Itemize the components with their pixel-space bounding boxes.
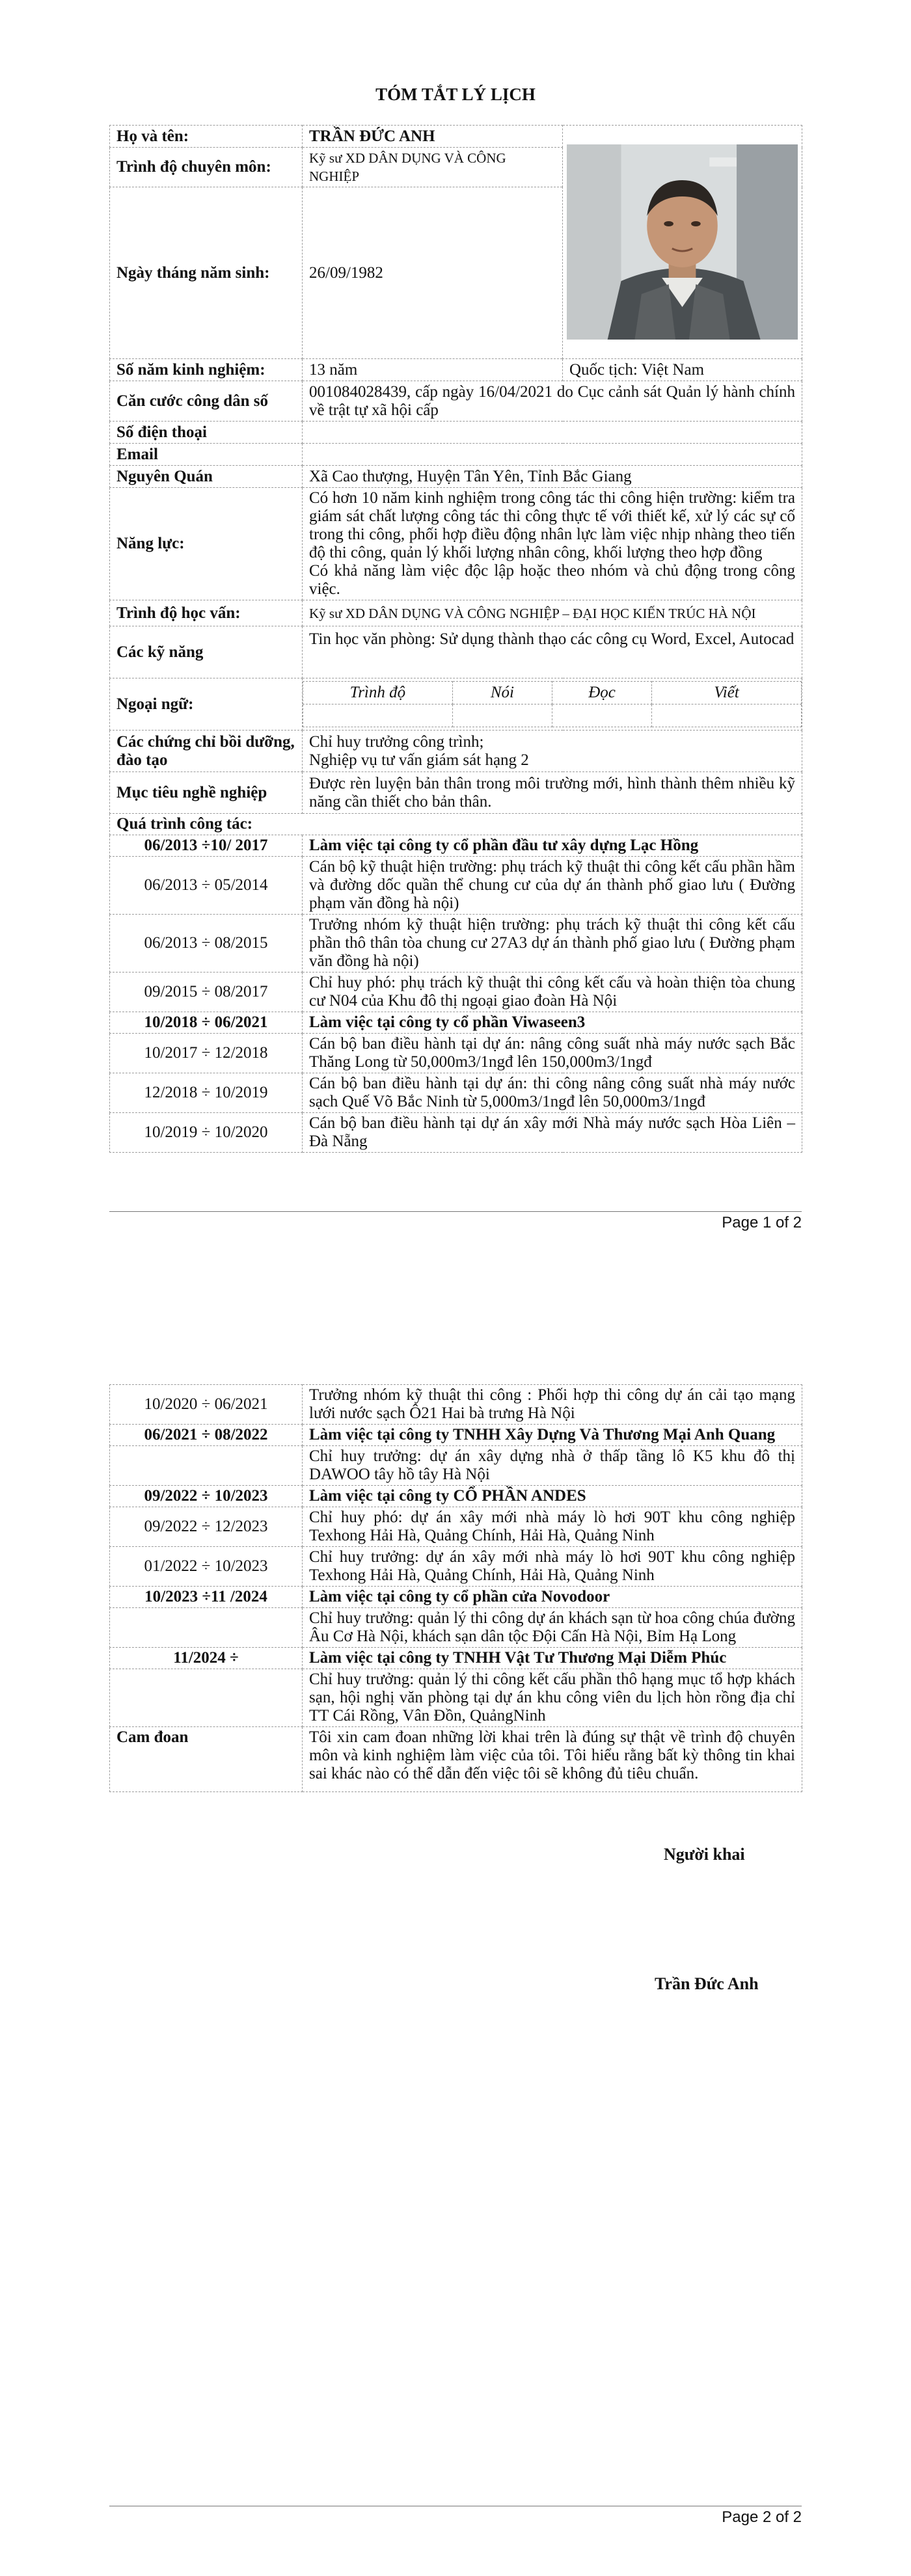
language-label: Ngoại ngữ: [110,678,303,731]
work-date: 09/2022 ÷ 10/2023 [110,1486,303,1507]
ability-text-2: Có khả năng làm việc độc lập hoặc theo nhóm và chủ động trong công việc. [309,562,795,598]
work-description: Làm việc tại công ty cổ phần đầu tư xây dựng Lạc Hồng [303,835,802,857]
work-row [110,1669,802,1727]
work-description: Trưởng nhóm kỹ thuật thi công : Phối hợp thi công dự án cải tạo mạng lưới nước sạch Ô21 Hai bà trưng Hà Nội [303,1385,802,1425]
ability-value [303,488,802,600]
hometown-value: Xã Cao thượng, Huyện Tân Yên, Tỉnh Bắc Giang [303,466,802,488]
work-description: Cán bộ ban điều hành tại dự án: thi công nâng công suất nhà máy nước sạch Quế Võ Bắc Ninh từ 5,000m3/1ngđ lên 50,000m3/1ngđ [303,1073,802,1113]
work-date: 01/2022 ÷ 10/2023 [110,1547,303,1587]
work-row [110,1486,802,1507]
work-date: 10/2023 ÷11 /2024 [110,1587,303,1608]
experience-value: 13 năm [303,359,563,381]
work-history-label: Quá trình công tác: [110,814,802,835]
skills-value: Tin học văn phòng: Sử dụng thành thạo các công cụ Word, Excel, Autocad [303,626,802,678]
work-date: 12/2018 ÷ 10/2019 [110,1073,303,1113]
phone-label: Số điện thoại [110,422,303,444]
work-description: Cán bộ kỹ thuật hiện trường: phụ trách kỹ thuật thi công kết cấu phần hầm và đường dốc quần thể chung cư của dự án thành phố giao lưu ( Đường phạm văn đồng hà nội) [303,857,802,915]
work-date: 09/2022 ÷ 12/2023 [110,1507,303,1547]
education-label: Trình độ học vấn: [110,600,303,626]
work-description: Chỉ huy trưởng: dự án xây dựng nhà ở thấp tầng lô K5 khu đô thị DAWOO tây hồ tây Hà Nội [303,1446,802,1486]
education-value: Kỹ sư XD DÂN DỤNG VÀ CÔNG NGHIỆP – ĐẠI HỌC KIẾN TRÚC HÀ NỘI [303,600,802,626]
work-row [110,1608,802,1648]
degree-value: Kỹ sư XD DÂN DỤNG VÀ CÔNG NGHIỆP [303,148,563,187]
work-row [110,835,802,857]
profile-photo [567,144,798,340]
work-row [110,1648,802,1669]
nationality-value: Quốc tịch: Việt Nam [563,359,802,381]
work-description: Cán bộ ban điều hành tại dự án: nâng công suất nhà máy nước sạch Bắc Thăng Long từ 50,000m3/1ngđ lên 150,000m3/1ngđ [303,1034,802,1073]
work-description: Làm việc tại công ty cổ phần cửa Novodoor [303,1587,802,1608]
hometown-label: Nguyên Quán [110,466,303,488]
work-date: 06/2021 ÷ 08/2022 [110,1425,303,1446]
pledge-label: Cam đoan [110,1727,303,1792]
signer-name: Trần Đức Anh [655,1974,759,1993]
cert-item-1: Chỉ huy trưởng công trình; [309,732,484,751]
dob-value: 26/09/1982 [303,187,563,359]
work-date: 09/2015 ÷ 08/2017 [110,973,303,1012]
work-description: Trưởng nhóm kỹ thuật hiện trường: phụ trách kỹ thuật thi công kết cấu phần thô thân tòa chung cư 27A3 dự án thành phố giao lưu ( Đường phạm văn đồng hà nội) [303,915,802,973]
language-col-write: Viết [652,682,802,704]
language-col-level: Trình độ [303,682,453,704]
phone-value [303,422,802,444]
work-description: Làm việc tại công ty TNHH Vật Tư Thương Mại Diễm Phúc [303,1648,802,1669]
work-date [110,1608,303,1648]
work-date: 10/2020 ÷ 06/2021 [110,1385,303,1425]
work-row [110,1587,802,1608]
page1-footer-rule [109,1211,802,1212]
ability-label: Năng lực: [110,488,303,600]
work-description: Cán bộ ban điều hành tại dự án xây mới Nhà máy nước sạch Hòa Liên – Đà Nẵng [303,1113,802,1153]
work-date: 10/2017 ÷ 12/2018 [110,1034,303,1073]
work-row [110,1012,802,1034]
portrait-image [567,144,798,340]
email-label: Email [110,444,303,466]
work-row [110,1073,802,1113]
photo-cell [563,126,802,359]
work-row [110,1507,802,1547]
work-row [110,1034,802,1073]
work-row [110,1425,802,1446]
work-history-page1 [110,835,802,1153]
work-date: 06/2013 ÷10/ 2017 [110,835,303,857]
page2-number: Page 2 of 2 [722,2508,802,2526]
work-description: Chỉ huy trưởng: dự án xây mới nhà máy lò hơi 90T khu công nghiệp Texhong Hải Hà, Quảng Chính, Hải Hà, Quảng Ninh [303,1547,802,1587]
cert-value [303,731,802,772]
ability-text-1: Có hơn 10 năm kinh nghiệm trong công tác thi công hiện trường: kiểm tra giám sát chất lượng công tác thi công thực tế với thiết kế, xử lý các sự cố trong thi công, phối hợp điều động nhân lực làm việc nhịp nhàng theo tiến độ thi công, quản lý khối lượng nhân công, khối lượng theo hợp đồng [309,489,795,561]
work-date: 06/2013 ÷ 05/2014 [110,857,303,915]
work-date [110,1669,303,1727]
work-description: Làm việc tại công ty TNHH Xây Dựng Và Thương Mại Anh Quang [303,1425,802,1446]
work-date: 06/2013 ÷ 08/2015 [110,915,303,973]
work-date: 10/2018 ÷ 06/2021 [110,1012,303,1034]
experience-label: Số năm kinh nghiệm: [110,359,303,381]
language-table [303,681,802,727]
signer-title: Người khai [664,1845,745,1864]
name-value: TRẦN ĐỨC ANH [303,126,563,148]
work-row [110,1113,802,1153]
email-value [303,444,802,466]
skills-label: Các kỹ năng [110,626,303,678]
cert-item-2: Nghiệp vụ tư vấn giám sát hạng 2 [309,751,529,769]
goal-label: Mục tiêu nghề nghiệp [110,772,303,814]
pledge-text: Tôi xin cam đoan những lời khai trên là đúng sự thật về trình độ chuyên môn và kinh nghiệm làm việc của tôi. Tôi hiểu rằng bất kỳ thông tin khai sai khác nào có thể dẫn đến việc tôi sẽ không đủ tiêu chuẩn. [303,1727,802,1792]
language-cell [303,678,802,731]
work-row [110,1547,802,1587]
dob-label: Ngày tháng năm sinh: [110,187,303,359]
work-description: Chỉ huy phó: dự án xây mới nhà máy lò hơi 90T khu công nghiệp Texhong Hải Hà, Quảng Chính, Hải Hà, Quảng Ninh [303,1507,802,1547]
profile-table [109,125,802,1153]
language-col-read: Đọc [552,682,651,704]
id-label: Căn cước công dân số [110,381,303,422]
work-description: Chỉ huy trưởng: quản lý thi công kết cấu phần thô hạng mục tổ hợp khách sạn, hội nghị văn phòng tại dự án khu công viên du lịch hòn rồng địa chỉ TT Cái Rồng, Vân Đồn, QuảngNinh [303,1669,802,1727]
work-description: Làm việc tại công ty CỔ PHẦN ANDES [303,1486,802,1507]
work-description: Làm việc tại công ty cổ phần Viwaseen3 [303,1012,802,1034]
work-row [110,857,802,915]
goal-value: Được rèn luyện bản thân trong môi trường mới, hình thành thêm nhiều kỹ năng cần thiết cho bản thân. [303,772,802,814]
work-row [110,973,802,1012]
degree-label: Trình độ chuyên môn: [110,148,303,187]
work-row [110,915,802,973]
work-date: 10/2019 ÷ 10/2020 [110,1113,303,1153]
cert-label: Các chứng chỉ bồi dưỡng, đào tạo [110,731,303,772]
language-col-speak: Nói [452,682,552,704]
name-label: Họ và tên: [110,126,303,148]
work-date [110,1446,303,1486]
work-history-page2 [110,1385,802,1727]
work-date: 11/2024 ÷ [110,1648,303,1669]
work-row [110,1385,802,1425]
work-row [110,1446,802,1486]
document-title: TÓM TẮT LÝ LỊCH [375,85,536,104]
page1-number: Page 1 of 2 [722,1214,802,1231]
work-description: Chỉ huy phó: phụ trách kỹ thuật thi công kết cấu và hoàn thiện tòa chung cư N04 của Khu đô thị ngoại giao đoàn Hà Nội [303,973,802,1012]
id-value: 001084028439, cấp ngày 16/04/2021 do Cục cảnh sát Quản lý hành chính về trật tự xã hội cấp [303,381,802,422]
work-history-table-page2 [109,1384,802,1792]
work-description: Chỉ huy trưởng: quản lý thi công dự án khách sạn từ hoa công chúa đường Âu Cơ Hà Nội, khách sạn dân tộc Đội Cấn Hà Nội, Bỉm Hạ Long [303,1608,802,1648]
